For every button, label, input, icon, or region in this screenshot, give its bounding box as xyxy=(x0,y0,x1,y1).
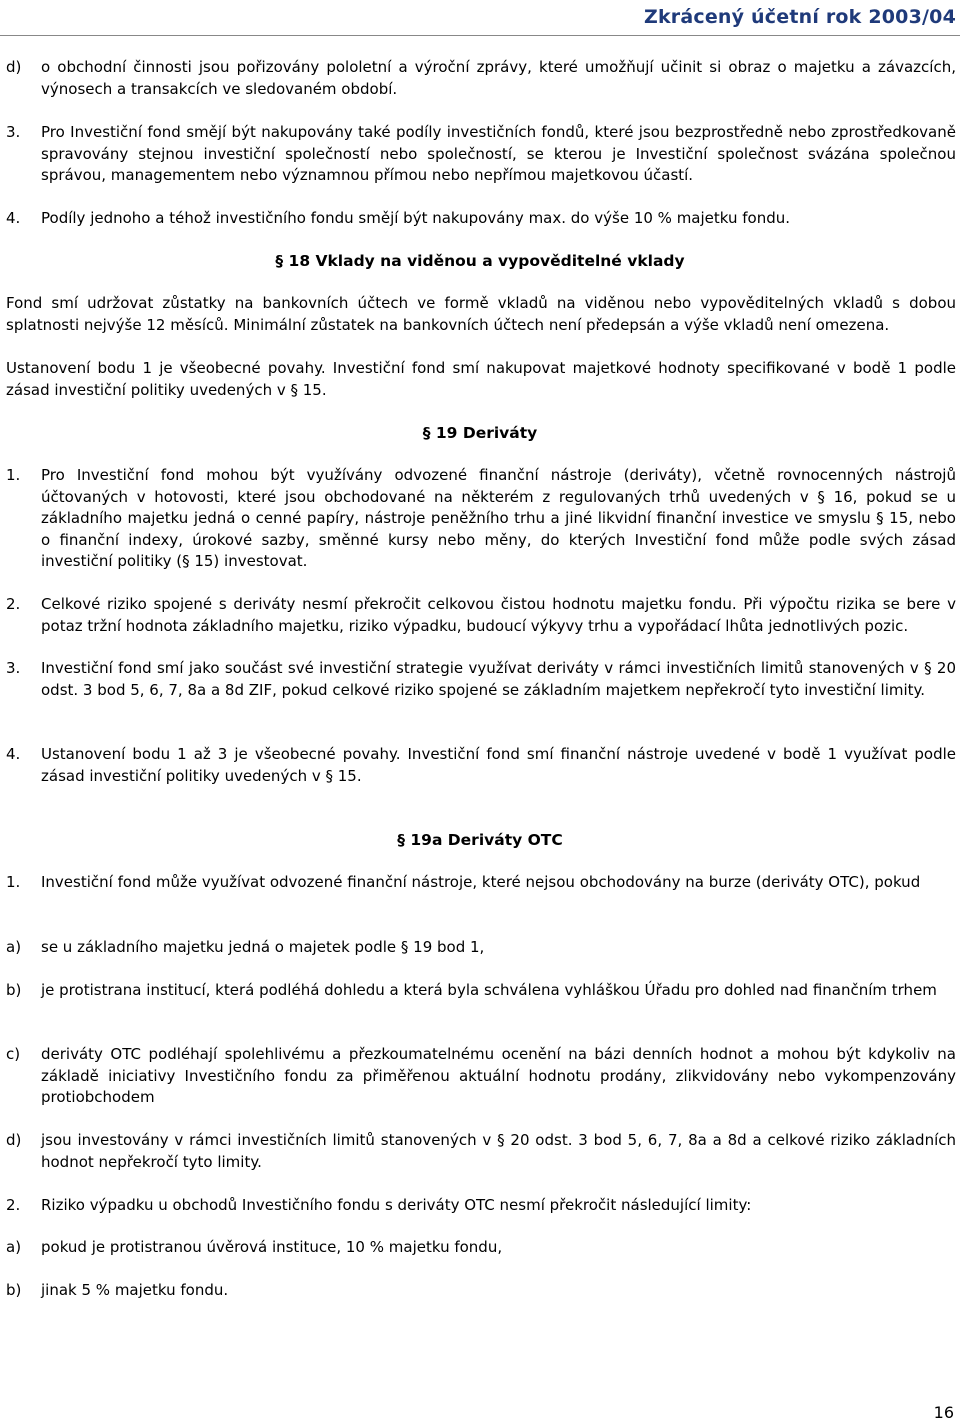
item-label: 4. xyxy=(6,745,21,763)
item-label: 2. xyxy=(6,595,21,613)
item-label: 3. xyxy=(6,659,21,677)
item-label: a) xyxy=(6,938,22,956)
item-text: Riziko výpadku u obchodů Investičního fondu s deriváty OTC nesmí překročit následující limity: xyxy=(41,1196,752,1214)
item-label: 4. xyxy=(6,209,21,227)
item-label: 2. xyxy=(6,1196,21,1214)
item-text: deriváty OTC podléhají spolehlivému a přezkoumatelnému ocenění na bázi denních hodnot a mohou být kdykoliv na základě iniciativy Investičního fondu za přiměřenou aktuální hodnotu prodány, zlikvidovány nebo vykompenzovány protiobchodem xyxy=(41,1045,956,1106)
item-text: o obchodní činnosti jsou pořizovány pololetní a výroční zprávy, které umožňují učinit si obraz o majetku a závazcích, výnosech a transakcích ve sledovaném období. xyxy=(41,58,956,98)
section-18-heading: § 18 Vklady na viděnou a vypověditelné vklady xyxy=(275,252,685,270)
list-item xyxy=(6,658,956,701)
list-item xyxy=(6,208,956,230)
item-label: c) xyxy=(6,1045,21,1063)
item-text: Celkové riziko spojené s deriváty nesmí překročit celkovou čistou hodnotu majetku fondu. Při výpočtu rizika se bere v potaz tržní hodnota základního majetku, riziko výpadku, budoucí výkyvy trhu a vypořádací lhůta jednotlivých pozic. xyxy=(41,595,956,635)
list-item xyxy=(6,744,956,787)
item-text: jinak 5 % majetku fondu. xyxy=(41,1281,229,1299)
section-19a-heading: § 19a Deriváty OTC xyxy=(397,831,563,849)
item-label: d) xyxy=(6,1131,22,1149)
item-text: Podíly jednoho a téhož investičního fondu smějí být nakupovány max. do výše 10 % majetku fondu. xyxy=(41,209,791,227)
list-item xyxy=(6,937,956,959)
list-item xyxy=(6,1237,956,1259)
page-header-title: Zkrácený účetní rok 2003/04 xyxy=(643,6,956,28)
item-text: se u základního majetku jedná o majetek podle § 19 bod 1, xyxy=(41,938,485,956)
list-item xyxy=(6,594,956,637)
list-item xyxy=(6,872,956,894)
list-item xyxy=(6,57,956,100)
list-item xyxy=(6,1280,956,1302)
section-18-paragraph-1: Fond smí udržovat zůstatky na bankovních účtech ve formě vkladů na viděnou nebo vypověditelných vkladů s dobou splatnosti nejvýše 12 měsíců. Minimální zůstatek na bankovních účtech není předepsán a výše vkladů není omezena. xyxy=(6,294,956,334)
item-label: a) xyxy=(6,1238,22,1256)
item-text: Pro Investiční fond mohou být využívány odvozené finanční nástroje (deriváty), včetně rovnocenných nástrojů účtovaných v hotovosti, které jsou obchodované na některém z regulovaných trhů uvedených v § 16, pokud se u základního majetku jedná o cenné papíry, nástroje peněžního trhu a jiné likvidní finanční investice ve smyslu § 15, nebo o finanční indexy, úrokové sazby, směnné kursy nebo měny, do kterých Investiční fond může podle svých zásad investiční politiky (§ 15) investovat. xyxy=(41,466,956,570)
section-18-paragraph-2: Ustanovení bodu 1 je všeobecné povahy. Investiční fond smí nakupovat majetkové hodnoty specifikované v bodě 1 podle zásad investiční politiky uvedených v § 15. xyxy=(6,359,956,399)
item-text: Pro Investiční fond smějí být nakupovány také podíly investičních fondů, které jsou bezprostředně nebo zprostředkovaně spravovány stejnou investiční společností nebo společností, se kterou je Investiční společnost svázána společnou správou, managementem nebo významnou přímou nebo nepřímou majetkovou účastí. xyxy=(41,123,956,184)
item-label: b) xyxy=(6,1281,22,1299)
item-text: je protistrana institucí, která podléhá dohledu a která byla schválena vyhláškou Úřadu pro dohled nad finančním trhem xyxy=(41,981,937,999)
item-text: jsou investovány v rámci investičních limitů stanovených v § 20 odst. 3 bod 5, 6, 7, 8a a 8d a celkové riziko základních hodnot nepřekročí tyto limity. xyxy=(41,1131,956,1171)
item-label: b) xyxy=(6,981,22,999)
item-text: Ustanovení bodu 1 až 3 je všeobecné povahy. Investiční fond smí finanční nástroje uvedené v bodě 1 využívat podle zásad investiční politiky uvedených v § 15. xyxy=(41,745,956,785)
item-label: d) xyxy=(6,58,22,76)
list-item xyxy=(6,980,956,1002)
list-item xyxy=(6,1044,956,1109)
item-text: Investiční fond smí jako součást své investiční strategie využívat deriváty v rámci investičních limitů stanovených v § 20 odst. 3 bod 5, 6, 7, 8a a 8d ZIF, pokud celkové riziko spojené se základním majetkem nepřekročí tyto investiční limity. xyxy=(41,659,956,699)
list-item xyxy=(6,465,956,573)
item-text: pokud je protistranou úvěrová instituce, 10 % majetku fondu, xyxy=(41,1238,503,1256)
item-label: 1. xyxy=(6,466,21,484)
item-label: 1. xyxy=(6,873,21,891)
item-label: 3. xyxy=(6,123,21,141)
item-text: Investiční fond může využívat odvozené finanční nástroje, které nejsou obchodovány na burze (deriváty OTC), pokud xyxy=(41,873,921,891)
list-item xyxy=(6,1130,956,1173)
header-divider xyxy=(0,35,960,36)
section-19-heading: § 19 Deriváty xyxy=(422,424,538,442)
list-item xyxy=(6,1195,956,1217)
list-item xyxy=(6,122,956,187)
page-number: 16 xyxy=(933,1403,954,1422)
